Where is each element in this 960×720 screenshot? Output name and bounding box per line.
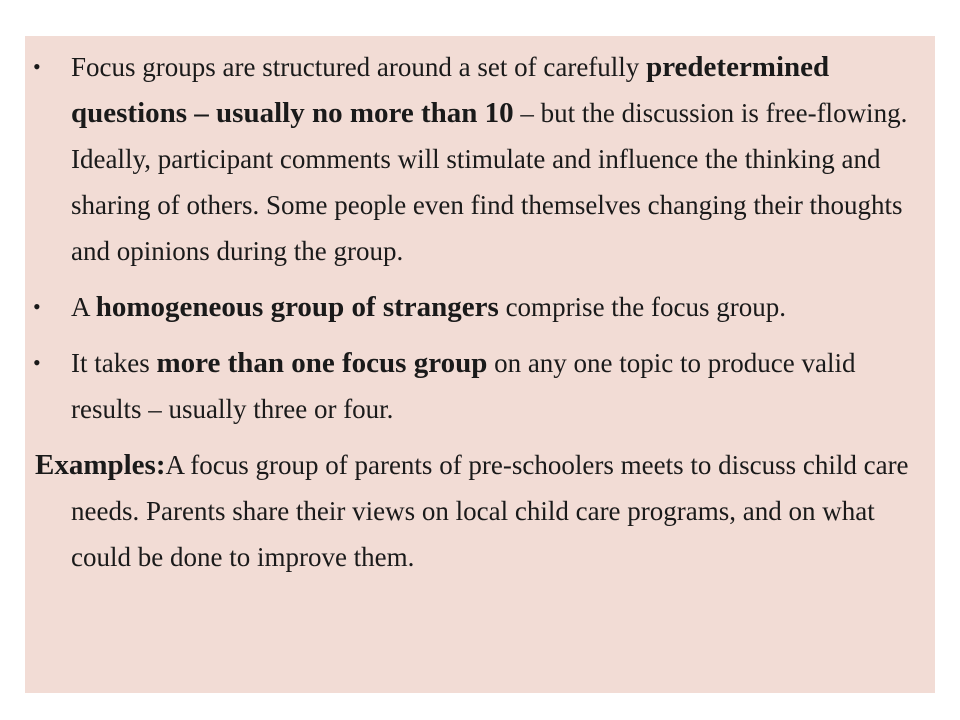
examples-label: Examples: [35,449,166,481]
bullet-3-text-end: on any one topic to produce valid results – usually three or four. [71,348,856,424]
bullet-1-bold: predetermined questions – usually no more than 10 [71,51,830,129]
slide-body [25,44,935,607]
bullet-item-2 [25,284,935,330]
bullet-2-text-start: A [71,292,96,322]
bullet-icon: • [33,54,41,79]
bullet-1-text-start: Focus groups are structured around a set of carefully [71,52,647,82]
examples-text: A focus group of parents of pre-schoolers meets to discuss child care needs. Parents share their views on local child care programs, and on what could be done to improve them. [71,450,909,572]
bullet-2-text-end: comprise the focus group. [498,292,787,322]
bullet-item-3 [25,340,935,432]
bullet-1-text-end: – but the discussion is free-flowing. Ideally, participant comments will stimulate and influence the thinking and sharing of others. Some people even find themselves changing their thoughts and opinions during the group. [71,98,908,266]
bullet-icon: • [33,294,41,319]
bullet-3-bold: more than one focus group [156,347,488,379]
content-panel [25,36,935,693]
bullet-2-bold: homogeneous group of strangers [95,291,499,323]
examples-paragraph [25,442,935,580]
bullet-3-text-start: It takes [71,348,157,378]
bullet-icon: • [33,350,41,375]
bullet-item-1 [25,44,935,274]
